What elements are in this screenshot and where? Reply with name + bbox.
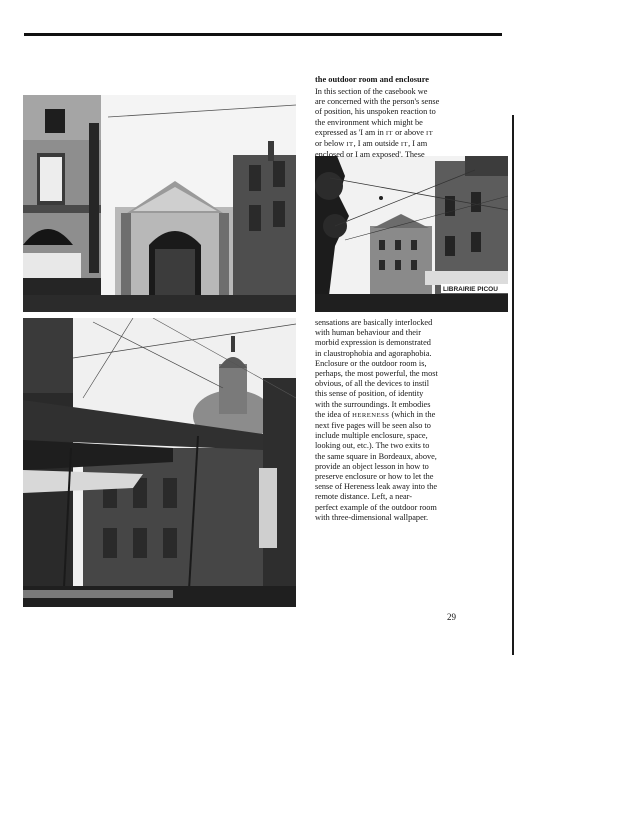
photo-bordeaux-square-image: [315, 156, 508, 312]
text-fragment: or above: [393, 127, 427, 137]
text-line: the environment which might be: [315, 117, 423, 127]
text-line: provide an object lesson in how to: [315, 461, 429, 471]
text-line: remote distance. Left, a near-: [315, 492, 413, 502]
top-rule: [24, 33, 502, 36]
text-line: with three-dimensional wallpaper.: [315, 512, 429, 522]
photo-outdoor-room-dome-image: [23, 318, 296, 607]
text-line: this sense of position, of identity: [315, 389, 424, 399]
text-line: the same square in Bordeaux, above,: [315, 451, 437, 461]
text-line: [315, 128, 439, 139]
text-line: perhaps, the most powerful, the most: [315, 369, 438, 379]
text-line: morbid expression is demonstrated: [315, 338, 431, 348]
text-line: in claustrophobia and agoraphobia.: [315, 348, 432, 358]
page-number: 29: [447, 612, 456, 622]
text-column-top: [315, 87, 439, 160]
text-fragment: or below: [315, 139, 347, 149]
text-line: [315, 410, 438, 421]
smallcaps-it: IT: [385, 129, 394, 137]
smallcaps-it: IT: [426, 129, 434, 137]
text-line: with human behaviour and their: [315, 328, 421, 338]
text-line: [315, 139, 439, 150]
text-line: are concerned with the person's sense: [315, 97, 440, 107]
text-line: Enclosure or the outdoor room is,: [315, 358, 427, 368]
section-heading: the outdoor room and enclosure: [315, 75, 429, 84]
text-line: preserve enclosure or how to let the: [315, 472, 434, 482]
text-line: looking out, etc.). The two exits to: [315, 441, 430, 451]
smallcaps-it: IT: [346, 141, 354, 149]
text-fragment: , I am: [408, 139, 428, 149]
photo-bordeaux-square: [315, 156, 508, 312]
right-margin-rule: [512, 115, 514, 655]
text-line: enclosed or I am exposed'. These: [315, 150, 425, 160]
text-line: next five pages will be seen also to: [315, 421, 431, 431]
photo-outdoor-room-dome: [23, 318, 296, 607]
text-line: sensations are basically interlocked: [315, 318, 433, 327]
text-fragment: , I am outside: [353, 139, 401, 149]
text-line: In this section of the casebook we: [315, 87, 428, 96]
smallcaps-hereness: HERENESS: [352, 411, 390, 419]
text-fragment: expressed as 'I am in: [315, 127, 386, 137]
photo-bordeaux-gate-image: [23, 95, 296, 312]
shop-sign-label: LIBRAIRIE PICOU: [443, 286, 498, 293]
smallcaps-it: IT: [400, 141, 409, 149]
text-line: perfect example of the outdoor room: [315, 502, 437, 512]
text-fragment: the idea of: [315, 409, 353, 419]
text-line: obvious, of all the devices to instil: [315, 379, 430, 389]
text-line: sense of Hereness leak away into the: [315, 482, 438, 492]
text-line: include multiple enclosure, space,: [315, 431, 428, 441]
text-line: with the surroundings. It embodies: [315, 399, 431, 409]
text-column-bottom: [315, 318, 438, 523]
photo-bordeaux-gate: [23, 95, 296, 312]
text-fragment: (which in the: [389, 409, 436, 419]
text-line: of position, his unspoken reaction to: [315, 107, 436, 117]
